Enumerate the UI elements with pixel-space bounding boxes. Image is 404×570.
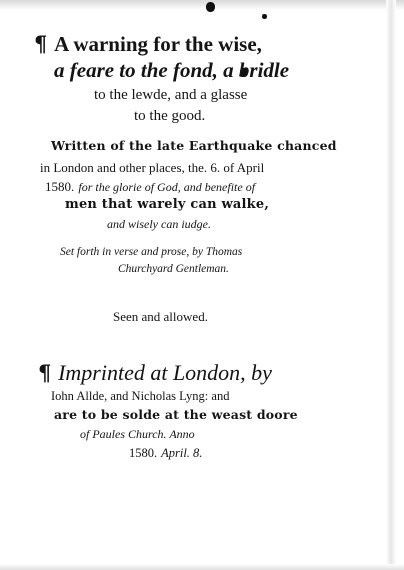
pilcrow-icon: ¶ — [38, 360, 52, 385]
title-line-3: to the lewde, and a glasse — [94, 87, 248, 103]
imprint-line-4: of Paules Church. Anno — [80, 427, 195, 441]
page-right-edge — [386, 0, 396, 570]
title-line-2: a feare to the fond, a bridle — [54, 58, 290, 82]
author-line-1: Set forth in verse and prose, by Thomas — [60, 246, 243, 258]
pilcrow-icon: ¶ — [34, 31, 48, 56]
page-top-shadow — [0, 0, 404, 10]
author-line-2: Churchyard Gentleman. — [118, 263, 229, 275]
title-line-1: ¶ A warning for the wise, — [34, 31, 262, 56]
imprint-line-2: Iohn Allde, and Nicholas Lyng: and — [51, 389, 230, 403]
description-line-1: Written of the late Earthquake chanced — [51, 138, 337, 153]
license-line: Seen and allowed. — [113, 309, 208, 324]
description-line-4: men that warely can walke, — [65, 197, 270, 212]
imprint-line-5: 1580. April. 8. — [129, 446, 203, 460]
description-line-3: 1580. for the glorie of God, and benefite of — [45, 179, 256, 194]
imprint-line-1: ¶ Imprinted at London, by — [38, 360, 272, 385]
title-line-4: to the good. — [134, 108, 206, 124]
ink-blot — [262, 14, 267, 19]
description-line-2: in London and other places, the. 6. of April — [40, 160, 265, 175]
description-line-5: and wisely can iudge. — [107, 217, 211, 231]
page-bottom-shadow — [0, 564, 404, 570]
imprint-line-3: are to be solde at the weast doore — [54, 407, 298, 422]
ink-blot — [206, 2, 215, 12]
